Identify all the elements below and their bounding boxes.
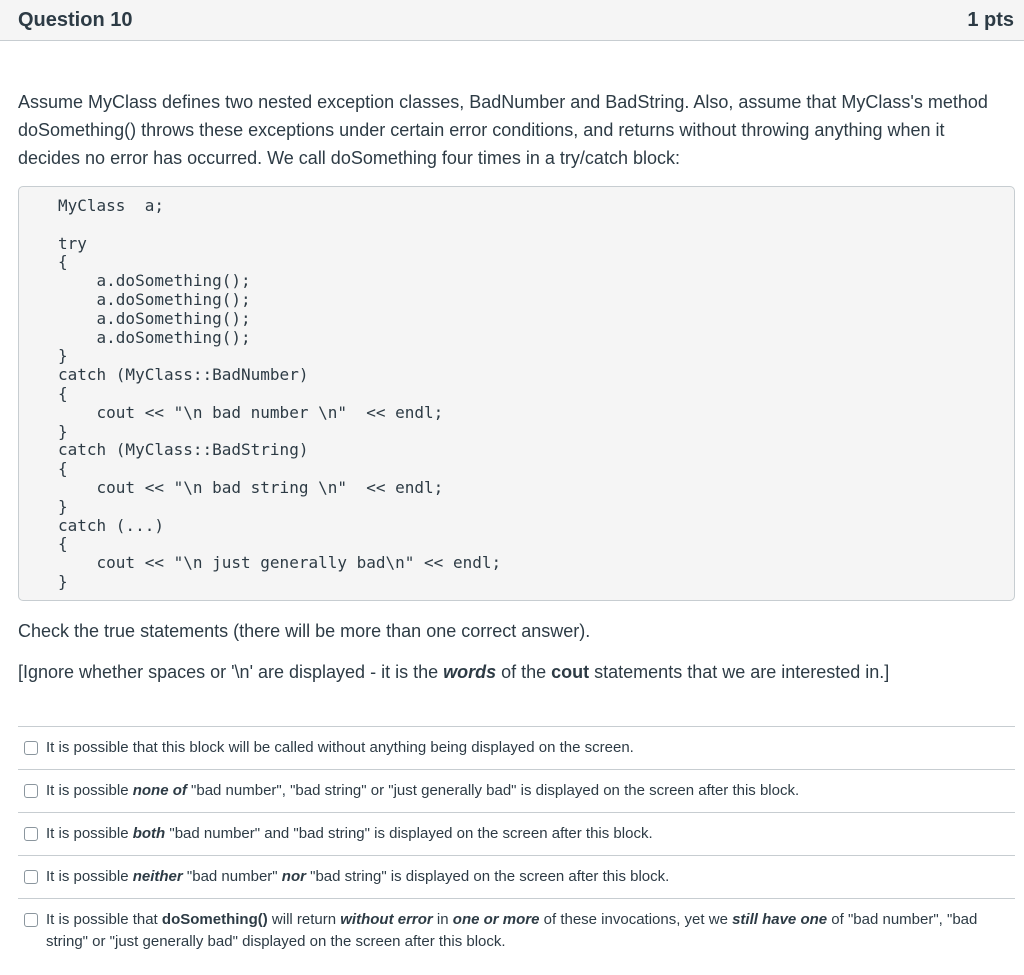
answer-text: "bad string" is displayed on the screen after this block. — [305, 868, 670, 885]
answer-emphasis: still have one — [732, 911, 828, 928]
code-line: cout << "\n bad string \n" << endl; — [58, 477, 444, 497]
answer-emphasis: both — [132, 825, 166, 842]
answer-text: "bad number", "bad string" or "just generally bad" is displayed on the screen after this block. — [186, 782, 800, 799]
answer-option[interactable] — [18, 769, 1015, 812]
intro-paragraph: Assume MyClass defines two nested exception classes, BadNumber and BadString. Also, assume that MyClass's method doSomething() throws these exceptions under certain error conditions, and returns without throwing anything when it decides no error has occurred. We call doSomething four times in a try/catch block: — [18, 92, 988, 168]
code-line: } — [58, 496, 68, 516]
code-line: { — [58, 459, 68, 479]
answer-label[interactable] — [46, 737, 1003, 759]
question-header — [0, 0, 1024, 41]
checkbox[interactable] — [24, 784, 38, 798]
answer-emphasis: nor — [281, 868, 306, 885]
answer-label[interactable] — [46, 866, 1003, 888]
answer-label[interactable] — [46, 780, 1003, 802]
code-line — [58, 216, 501, 235]
code-line: { — [58, 252, 68, 272]
code-line: } — [58, 421, 68, 441]
code-line: a.doSomething(); — [58, 327, 251, 347]
question-text — [18, 88, 1010, 172]
code-line: a.doSomething(); — [58, 271, 251, 291]
code-line: catch (MyClass::BadString) — [58, 440, 309, 460]
code-block — [18, 186, 1015, 601]
code-line: catch (MyClass::BadNumber) — [58, 365, 309, 385]
ignore-text-part: [Ignore whether spaces or '\n' are displayed - it is the — [18, 662, 444, 682]
code-line: { — [58, 534, 68, 554]
code-line: a.doSomething(); — [58, 289, 251, 309]
code-line: } — [58, 571, 68, 591]
answer-text: "bad number" and "bad string" is displayed on the screen after this block. — [165, 825, 653, 842]
answer-list — [18, 726, 1015, 963]
question-points: 1 pts — [967, 8, 1014, 31]
answer-emphasis: none of — [132, 782, 187, 799]
ignore-instruction — [18, 660, 889, 684]
answer-emphasis: neither — [132, 868, 183, 885]
code-line: } — [58, 346, 68, 366]
checkbox[interactable] — [24, 741, 38, 755]
checkbox[interactable] — [24, 870, 38, 884]
answer-option[interactable] — [18, 898, 1015, 963]
ignore-text-part: of the — [496, 662, 552, 682]
code-line: cout << "\n bad number \n" << endl; — [58, 402, 444, 422]
answer-text: It is possible that — [46, 911, 162, 928]
answer-text: It is possible — [46, 825, 133, 842]
code-lines — [58, 197, 501, 592]
answer-label[interactable] — [46, 823, 1003, 845]
answer-text: It is possible — [46, 782, 133, 799]
code-line: cout << "\n just generally bad\n" << endl; — [58, 553, 502, 573]
answer-text: It is possible that this block will be called without anything being displayed on the screen. — [46, 739, 634, 756]
answer-emphasis: doSomething() — [161, 911, 268, 928]
answer-option[interactable] — [18, 855, 1015, 898]
answer-text: It is possible — [46, 868, 133, 885]
question-title: Question 10 — [18, 8, 133, 31]
answer-emphasis: without error — [340, 911, 433, 928]
answer-text: of "bad number", "bad string" or "just generally bad" displayed on the screen after this block. — [46, 911, 978, 950]
checkbox[interactable] — [24, 913, 38, 927]
answer-label[interactable] — [46, 909, 1003, 953]
code-line: catch (...) — [58, 515, 164, 535]
code-line: try — [58, 233, 87, 253]
answer-emphasis: one or more — [452, 911, 540, 928]
ignore-text-part: statements that we are interested in.] — [589, 662, 890, 682]
checkbox[interactable] — [24, 827, 38, 841]
answer-option[interactable] — [18, 726, 1015, 769]
answer-text: of these invocations, yet we — [539, 911, 733, 928]
answer-option[interactable] — [18, 812, 1015, 855]
code-line: MyClass a; — [58, 196, 164, 215]
ignore-emphasis-cout: cout — [551, 662, 590, 682]
answer-text: will return — [267, 911, 341, 928]
answer-text: in — [432, 911, 453, 928]
ignore-emphasis-words: words — [443, 662, 497, 682]
code-line: a.doSomething(); — [58, 308, 251, 328]
answer-text: "bad number" — [182, 868, 282, 885]
code-line: { — [58, 383, 68, 403]
check-instruction: Check the true statements (there will be more than one correct answer). — [18, 621, 591, 641]
